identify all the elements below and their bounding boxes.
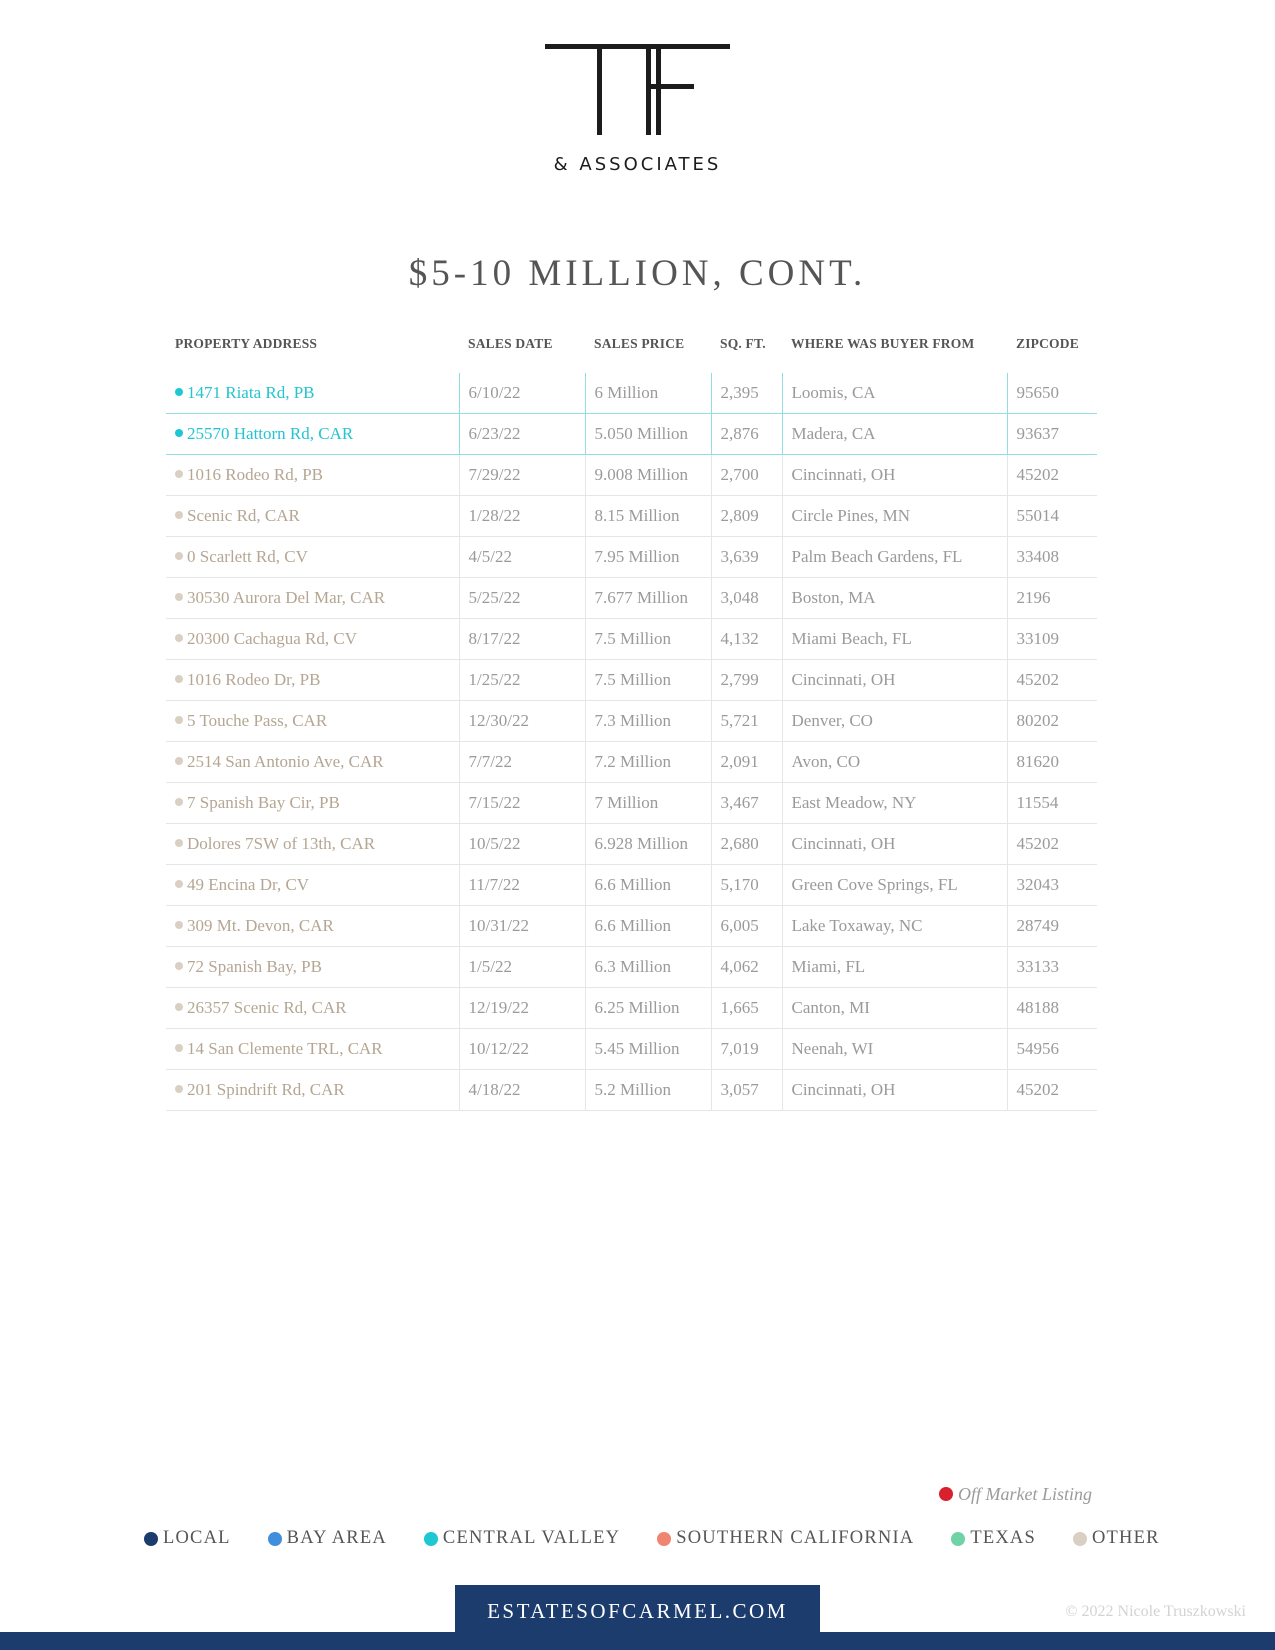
cell-sales-price: 7.5 Million [585, 619, 711, 660]
cell-zipcode: 54956 [1007, 1029, 1097, 1070]
cell-zipcode: 81620 [1007, 742, 1097, 783]
cell-zipcode: 93637 [1007, 414, 1097, 455]
cell-buyer-from: Miami Beach, FL [782, 619, 1007, 660]
table-row [166, 947, 1097, 988]
table-row [166, 455, 1097, 496]
cell-sales-date: 4/5/22 [459, 537, 585, 578]
region-dot-icon [175, 962, 183, 970]
address-text: Scenic Rd, CAR [187, 506, 300, 525]
cell-sq-ft: 2,809 [711, 496, 782, 537]
cell-sales-date: 6/10/22 [459, 373, 585, 414]
cell-sq-ft: 5,170 [711, 865, 782, 906]
cell-sq-ft: 2,091 [711, 742, 782, 783]
cell-buyer-from: Palm Beach Gardens, FL [782, 537, 1007, 578]
legend-item [268, 1528, 387, 1549]
header-buyer-from: WHERE WAS BUYER FROM [791, 336, 975, 351]
address-text: 7 Spanish Bay Cir, PB [187, 793, 340, 812]
cell-sq-ft: 3,639 [711, 537, 782, 578]
table-row [166, 988, 1097, 1029]
region-dot-icon [175, 388, 183, 396]
cell-sales-price: 5.45 Million [585, 1029, 711, 1070]
table-row [166, 660, 1097, 701]
cell-address [166, 783, 459, 824]
cell-sq-ft: 7,019 [711, 1029, 782, 1070]
cell-address [166, 742, 459, 783]
off-market-dot-icon [939, 1487, 953, 1501]
cell-sq-ft: 3,467 [711, 783, 782, 824]
region-dot-icon [175, 1085, 183, 1093]
address-text: 5 Touche Pass, CAR [187, 711, 328, 730]
table-row [166, 906, 1097, 947]
region-dot-icon [175, 429, 183, 437]
region-dot-icon [175, 757, 183, 765]
region-dot-icon [175, 634, 183, 642]
cell-zipcode: 45202 [1007, 660, 1097, 701]
cell-sales-date: 10/5/22 [459, 824, 585, 865]
cell-buyer-from: Denver, CO [782, 701, 1007, 742]
table-row [166, 783, 1097, 824]
cell-address [166, 701, 459, 742]
cell-sq-ft: 2,876 [711, 414, 782, 455]
legend-dot-icon [268, 1532, 282, 1546]
cell-sq-ft: 3,048 [711, 578, 782, 619]
cell-sales-date: 1/5/22 [459, 947, 585, 988]
logo-subtitle: & ASSOCIATES [553, 154, 722, 175]
cell-address [166, 496, 459, 537]
legend-dot-icon [144, 1532, 158, 1546]
address-text: 14 San Clemente TRL, CAR [187, 1039, 383, 1058]
cell-zipcode: 33133 [1007, 947, 1097, 988]
legend-dot-icon [1073, 1532, 1087, 1546]
region-dot-icon [175, 880, 183, 888]
cell-sales-price: 7.5 Million [585, 660, 711, 701]
cell-sales-date: 12/19/22 [459, 988, 585, 1029]
tf-logo-mark [545, 44, 730, 136]
cell-sales-date: 7/29/22 [459, 455, 585, 496]
cell-sales-price: 6.3 Million [585, 947, 711, 988]
table-row [166, 824, 1097, 865]
cell-sales-price: 6.6 Million [585, 906, 711, 947]
cell-sales-date: 8/17/22 [459, 619, 585, 660]
address-text: Dolores 7SW of 13th, CAR [187, 834, 376, 853]
cell-sales-price: 7.2 Million [585, 742, 711, 783]
cell-sales-date: 10/12/22 [459, 1029, 585, 1070]
cell-zipcode: 45202 [1007, 824, 1097, 865]
cell-sales-price: 7.3 Million [585, 701, 711, 742]
legend-item [1073, 1528, 1160, 1549]
off-market-label: Off Market Listing [958, 1484, 1092, 1504]
cell-buyer-from: Avon, CO [782, 742, 1007, 783]
cell-zipcode: 28749 [1007, 906, 1097, 947]
cell-sales-date: 7/7/22 [459, 742, 585, 783]
table-header-row [166, 336, 1097, 373]
cell-sales-date: 12/30/22 [459, 701, 585, 742]
region-dot-icon [175, 1003, 183, 1011]
cell-sales-price: 6 Million [585, 373, 711, 414]
cell-sq-ft: 5,721 [711, 701, 782, 742]
region-dot-icon [175, 839, 183, 847]
header-sales-price: SALES PRICE [594, 336, 685, 351]
cell-sq-ft: 4,132 [711, 619, 782, 660]
region-legend [144, 1528, 1160, 1549]
cell-address [166, 373, 459, 414]
cell-sales-date: 1/25/22 [459, 660, 585, 701]
address-text: 201 Spindrift Rd, CAR [187, 1080, 345, 1099]
sales-table [166, 336, 1097, 1111]
table-row [166, 865, 1097, 906]
cell-sq-ft: 3,057 [711, 1070, 782, 1111]
cell-zipcode: 45202 [1007, 455, 1097, 496]
off-market-note [939, 1484, 1092, 1505]
cell-sales-price: 9.008 Million [585, 455, 711, 496]
region-dot-icon [175, 921, 183, 929]
cell-sales-date: 5/25/22 [459, 578, 585, 619]
website-link[interactable]: ESTATESOFCARMEL.COM [455, 1585, 820, 1650]
header-property-address: PROPERTY ADDRESS [175, 336, 318, 351]
cell-sq-ft: 2,799 [711, 660, 782, 701]
cell-sales-price: 6.928 Million [585, 824, 711, 865]
address-text: 1471 Riata Rd, PB [187, 383, 315, 402]
cell-address [166, 824, 459, 865]
cell-sales-price: 5.2 Million [585, 1070, 711, 1111]
cell-zipcode: 55014 [1007, 496, 1097, 537]
cell-sq-ft: 2,395 [711, 373, 782, 414]
cell-buyer-from: Madera, CA [782, 414, 1007, 455]
cell-sales-date: 7/15/22 [459, 783, 585, 824]
address-text: 20300 Cachagua Rd, CV [187, 629, 357, 648]
cell-sq-ft: 2,700 [711, 455, 782, 496]
cell-address [166, 865, 459, 906]
cell-sales-price: 7.677 Million [585, 578, 711, 619]
cell-address [166, 660, 459, 701]
legend-label: CENTRAL VALLEY [442, 1528, 621, 1548]
legend-item [657, 1528, 914, 1549]
cell-buyer-from: Canton, MI [782, 988, 1007, 1029]
cell-address [166, 537, 459, 578]
legend-dot-icon [424, 1532, 438, 1546]
cell-sales-price: 7 Million [585, 783, 711, 824]
address-text: 1016 Rodeo Rd, PB [187, 465, 324, 484]
cell-zipcode: 48188 [1007, 988, 1097, 1029]
cell-sq-ft: 6,005 [711, 906, 782, 947]
cell-buyer-from: Cincinnati, OH [782, 1070, 1007, 1111]
table-row [166, 414, 1097, 455]
brand-logo [545, 44, 730, 176]
header-sq-ft: SQ. FT. [720, 336, 766, 351]
cell-sales-price: 7.95 Million [585, 537, 711, 578]
cell-buyer-from: Cincinnati, OH [782, 660, 1007, 701]
cell-sales-price: 5.050 Million [585, 414, 711, 455]
region-dot-icon [175, 675, 183, 683]
address-text: 25570 Hattorn Rd, CAR [187, 424, 354, 443]
table-row [166, 373, 1097, 414]
cell-sales-date: 6/23/22 [459, 414, 585, 455]
cell-buyer-from: Cincinnati, OH [782, 455, 1007, 496]
address-text: 2514 San Antonio Ave, CAR [187, 752, 384, 771]
cell-sales-price: 6.6 Million [585, 865, 711, 906]
legend-label: SOUTHERN CALIFORNIA [676, 1528, 915, 1548]
address-text: 72 Spanish Bay, PB [187, 957, 322, 976]
cell-buyer-from: Neenah, WI [782, 1029, 1007, 1070]
region-dot-icon [175, 552, 183, 560]
cell-sq-ft: 4,062 [711, 947, 782, 988]
table-row [166, 1070, 1097, 1111]
legend-item [951, 1528, 1036, 1549]
table-row [166, 537, 1097, 578]
cell-buyer-from: Cincinnati, OH [782, 824, 1007, 865]
region-dot-icon [175, 716, 183, 724]
page-title: $5-10 MILLION, CONT. [408, 253, 867, 294]
table-row [166, 701, 1097, 742]
cell-zipcode: 11554 [1007, 783, 1097, 824]
legend-label: TEXAS [970, 1528, 1036, 1548]
cell-buyer-from: Green Cove Springs, FL [782, 865, 1007, 906]
cell-address [166, 1029, 459, 1070]
cell-address [166, 619, 459, 660]
legend-item [144, 1528, 231, 1549]
legend-dot-icon [657, 1532, 671, 1546]
table-body [166, 373, 1097, 1111]
cell-zipcode: 95650 [1007, 373, 1097, 414]
cell-sales-date: 11/7/22 [459, 865, 585, 906]
cell-address [166, 414, 459, 455]
region-dot-icon [175, 470, 183, 478]
cell-sales-date: 1/28/22 [459, 496, 585, 537]
cell-sales-date: 4/18/22 [459, 1070, 585, 1111]
region-dot-icon [175, 1044, 183, 1052]
table-row [166, 1029, 1097, 1070]
cell-buyer-from: Boston, MA [782, 578, 1007, 619]
header-zipcode: ZIPCODE [1016, 336, 1079, 351]
cell-sales-price: 6.25 Million [585, 988, 711, 1029]
address-text: 30530 Aurora Del Mar, CAR [187, 588, 386, 607]
address-text: 0 Scarlett Rd, CV [187, 547, 308, 566]
legend-dot-icon [951, 1532, 965, 1546]
legend-label: BAY AREA [286, 1528, 387, 1548]
legend-label: LOCAL [163, 1528, 231, 1548]
cell-zipcode: 33109 [1007, 619, 1097, 660]
cell-buyer-from: East Meadow, NY [782, 783, 1007, 824]
cell-zipcode: 2196 [1007, 578, 1097, 619]
cell-buyer-from: Circle Pines, MN [782, 496, 1007, 537]
copyright: © 2022 Nicole Truszkowski [1065, 1603, 1246, 1620]
cell-address [166, 906, 459, 947]
cell-address [166, 455, 459, 496]
cell-sales-date: 10/31/22 [459, 906, 585, 947]
cell-buyer-from: Lake Toxaway, NC [782, 906, 1007, 947]
table-row [166, 742, 1097, 783]
legend-label: OTHER [1091, 1528, 1160, 1548]
table-row [166, 578, 1097, 619]
region-dot-icon [175, 511, 183, 519]
cell-address [166, 947, 459, 988]
address-text: 1016 Rodeo Dr, PB [187, 670, 321, 689]
address-text: 26357 Scenic Rd, CAR [187, 998, 347, 1017]
cell-sq-ft: 1,665 [711, 988, 782, 1029]
address-text: 49 Encina Dr, CV [187, 875, 310, 894]
cell-buyer-from: Loomis, CA [782, 373, 1007, 414]
header-sales-date: SALES DATE [468, 336, 553, 351]
cell-zipcode: 33408 [1007, 537, 1097, 578]
address-text: 309 Mt. Devon, CAR [187, 916, 334, 935]
cell-buyer-from: Miami, FL [782, 947, 1007, 988]
cell-address [166, 988, 459, 1029]
cell-zipcode: 45202 [1007, 1070, 1097, 1111]
cell-address [166, 578, 459, 619]
cell-address [166, 1070, 459, 1111]
cell-sq-ft: 2,680 [711, 824, 782, 865]
region-dot-icon [175, 593, 183, 601]
legend-item [424, 1528, 620, 1549]
table-row [166, 496, 1097, 537]
region-dot-icon [175, 798, 183, 806]
cell-sales-price: 8.15 Million [585, 496, 711, 537]
cell-zipcode: 32043 [1007, 865, 1097, 906]
table-row [166, 619, 1097, 660]
cell-zipcode: 80202 [1007, 701, 1097, 742]
